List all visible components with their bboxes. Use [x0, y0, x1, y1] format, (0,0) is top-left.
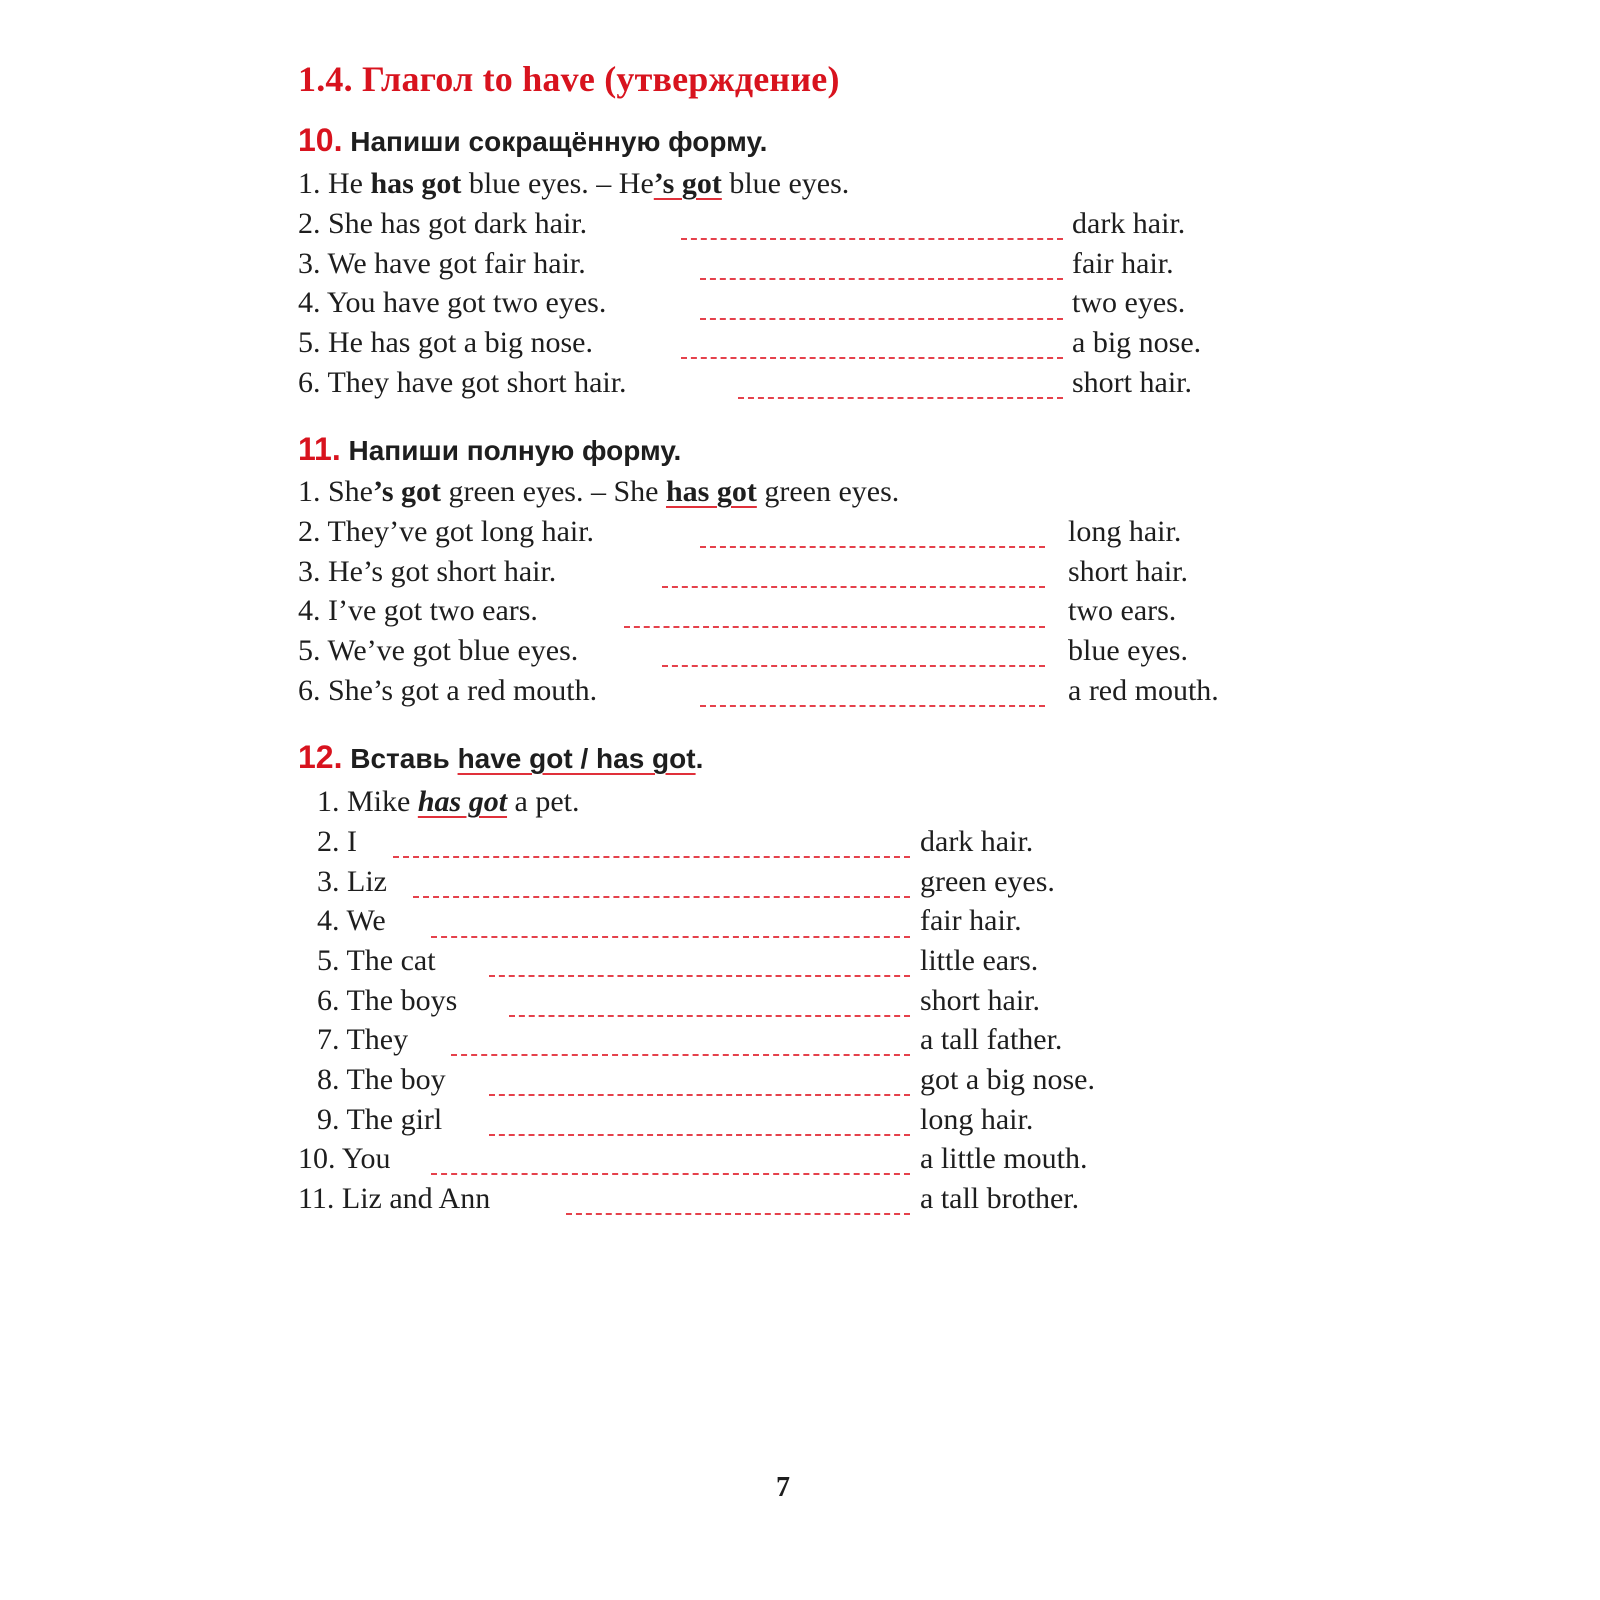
exercise-10-example [298, 166, 849, 202]
list-item-ending: two eyes. [1072, 286, 1186, 319]
list-item-ending: fair hair. [1072, 247, 1174, 280]
list-item-ending: got a big nose. [920, 1063, 1095, 1096]
list-item: 6. They have got short hair. [298, 366, 627, 399]
answer-blank[interactable] [700, 318, 1063, 320]
answer-blank[interactable] [413, 896, 910, 898]
example-prefix: 1. She [298, 475, 373, 508]
answer-blank[interactable] [700, 705, 1045, 707]
list-item-ending: dark hair. [920, 825, 1034, 858]
list-item-ending: little ears. [920, 944, 1039, 977]
exercise-12-example [317, 784, 580, 820]
list-item: 9. The girl [317, 1103, 443, 1136]
list-item-ending: long hair. [1068, 515, 1182, 548]
list-item: 4. I’ve got two ears. [298, 594, 538, 627]
exercise-11-example [298, 474, 899, 510]
exercise-number: 10. [298, 122, 343, 158]
answer-blank[interactable] [700, 278, 1063, 280]
list-item-ending: two ears. [1068, 594, 1177, 627]
list-item-ending: blue eyes. [1068, 634, 1188, 667]
list-item: 6. The boys [317, 984, 458, 1017]
exercise-number: 12. [298, 739, 343, 775]
answer-blank[interactable] [624, 626, 1045, 628]
list-item: 2. She has got dark hair. [298, 207, 588, 240]
example-suffix: a pet. [507, 785, 580, 818]
answer-blank[interactable] [681, 238, 1063, 240]
answer-blank[interactable] [489, 1094, 910, 1096]
example-bold: has got [370, 167, 462, 200]
page-number: 7 [776, 1472, 790, 1503]
list-item: 2. They’ve got long hair. [298, 515, 595, 548]
instruction-suffix: . [695, 743, 704, 774]
list-item: 5. The cat [317, 944, 436, 977]
list-item: 3. Liz [317, 865, 387, 898]
list-item-ending: short hair. [920, 984, 1040, 1017]
example-answer: ’s got [653, 167, 722, 200]
list-item-ending: green eyes. [920, 865, 1055, 898]
answer-blank[interactable] [700, 546, 1045, 548]
answer-blank[interactable] [662, 586, 1045, 588]
example-prefix: 1. Mike [317, 785, 418, 818]
example-suffix: blue eyes. [721, 167, 850, 200]
answer-blank[interactable] [509, 1015, 910, 1017]
list-item: 11. Liz and Ann [298, 1182, 491, 1215]
answer-blank[interactable] [431, 1173, 910, 1175]
list-item: 3. We have got fair hair. [298, 247, 586, 280]
exercise-number: 11. [298, 431, 341, 467]
example-suffix: green eyes. [756, 475, 900, 508]
exercise-instruction: Напиши сокращённую форму. [350, 126, 768, 157]
list-item: 3. He’s got short hair. [298, 555, 557, 588]
list-item-ending: a red mouth. [1068, 674, 1219, 707]
list-item-ending: short hair. [1068, 555, 1188, 588]
exercise-10-heading [298, 122, 767, 159]
list-item: 5. We’ve got blue eyes. [298, 634, 579, 667]
list-item-ending: short hair. [1072, 366, 1192, 399]
instruction-keywords: have got / has got [457, 743, 696, 774]
list-item: 2. I [317, 825, 357, 858]
example-answer: has got [665, 475, 757, 508]
example-answer: has got [417, 785, 508, 818]
answer-blank[interactable] [489, 975, 910, 977]
answer-blank[interactable] [489, 1134, 910, 1136]
example-middle: green eyes. – She [441, 475, 666, 508]
answer-blank[interactable] [662, 665, 1045, 667]
list-item-ending: dark hair. [1072, 207, 1186, 240]
answer-blank[interactable] [738, 397, 1063, 399]
list-item-ending: a tall brother. [920, 1182, 1080, 1215]
exercise-12-heading [298, 739, 703, 776]
list-item: 10. You [298, 1142, 391, 1175]
list-item-ending: long hair. [920, 1103, 1034, 1136]
example-prefix: 1. He [298, 167, 371, 200]
example-middle: blue eyes. – He [461, 167, 654, 200]
exercise-instruction: Вставь [350, 743, 458, 774]
list-item: 4. We [317, 904, 386, 937]
list-item-ending: a big nose. [1072, 326, 1202, 359]
list-item-ending: fair hair. [920, 904, 1022, 937]
list-item: 8. The boy [317, 1063, 446, 1096]
list-item-ending: a little mouth. [920, 1142, 1088, 1175]
section-title: 1.4. Глагол to have (утверждение) [298, 59, 840, 99]
list-item: 4. You have got two eyes. [298, 286, 607, 319]
list-item: 7. They [317, 1023, 409, 1056]
list-item-ending: a tall father. [920, 1023, 1063, 1056]
answer-blank[interactable] [451, 1054, 910, 1056]
list-item: 6. She’s got a red mouth. [298, 674, 598, 707]
exercise-instruction: Напиши полную форму. [348, 435, 682, 466]
exercise-11-heading [298, 431, 681, 468]
answer-blank[interactable] [431, 936, 910, 938]
answer-blank[interactable] [566, 1213, 910, 1215]
example-bold: ’s got [373, 475, 442, 508]
list-item: 5. He has got a big nose. [298, 326, 593, 359]
answer-blank[interactable] [681, 357, 1063, 359]
answer-blank[interactable] [393, 856, 910, 858]
